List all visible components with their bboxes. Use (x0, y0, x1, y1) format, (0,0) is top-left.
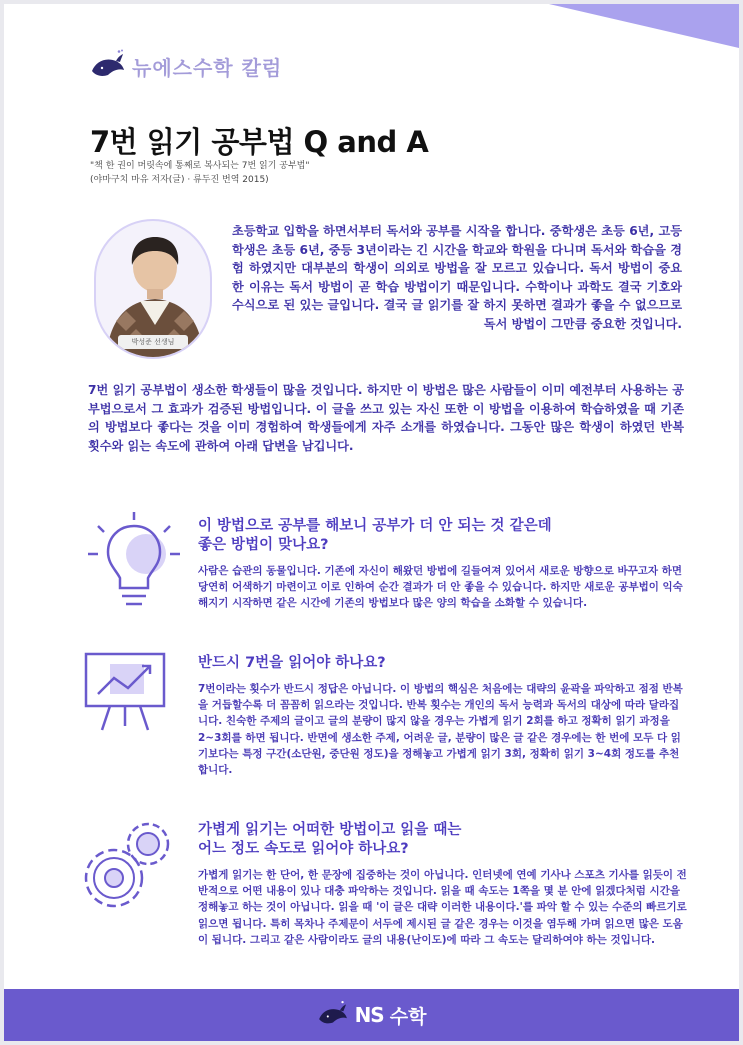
qa-item-1 (198, 517, 688, 612)
whale-icon (317, 1000, 349, 1030)
question-3-line-2: 어느 정도 속도로 읽어야 하나요? (198, 841, 409, 857)
answer-2: 7번이라는 횟수가 반드시 정답은 아닙니다. 이 방법의 핵심은 처음에는 대략의 윤곽을 파악하고 점점 반복을 거듭할수록 더 꼼꼼히 읽으라는 것입니다. 반복 횟수는 개인의 독서 능력과 독서의 대상에 따라 달라집니다. 친숙한 주제의 글이고 글의 분량이 많지 않을 경우는 가볍게 읽기 2회를 하고 정확히 읽기 과정을 2~3회를 하면 됩니다. 반면에 생소한 주제, 어려운 글, 분량이 많은 글 같은 경우에는 한 번에 모두 다 읽기보다는 특정 구간(소단원, 중단원 정도)을 정해놓고 가볍게 읽기 3회, 정확히 읽기 3~4회 정도를 추천합니다. (198, 683, 683, 777)
question-1-line-1: 이 방법으로 공부를 해보니 공부가 더 안 되는 것 같은데 (198, 518, 552, 534)
intro-paragraph: 초등학교 입학을 하면서부터 독서와 공부를 시작을 합니다. 중학생은 초등 6년, 고등학생은 초등 6년, 중등 3년이라는 긴 시간을 학교와 학원을 다니며 독서와 학습을 경험 하였지만 대부분의 학생이 의외로 방법을 잘 모르고 있습니다. 독서 방법이 중요한 이유는 독서 방법이 곧 학습 방법이기 때문입니다. 수학이나 과학도 결국 기호와 수식으로 된 있는 글입니다. 결국 글 읽기를 잘 하지 못하면 결과가 좋을 수 없으므로 독서 방법이 그만큼 중요한 것입니다. (232, 224, 682, 331)
source-book-title: "책 한 권이 머릿속에 통째로 복사되는 7번 읽기 공부법" (90, 161, 310, 171)
author-caption: 박성준 선생님 (118, 335, 188, 349)
page-title: 7번 읽기 공부법 Q and A (90, 125, 429, 159)
footer-logo-ns: NS (354, 1003, 384, 1027)
question-1-line-2: 좋은 방법이 맞나요? (198, 537, 329, 553)
page (4, 4, 739, 1041)
qa-item-3 (198, 821, 688, 948)
answer-3: 가볍게 읽기는 한 단어, 한 문장에 집중하는 것이 아닙니다. 인터넷에 연예 기사나 스포츠 기사를 읽듯이 전반적으로 어떤 내용이 있나 대충 파악하는 것입니다. 읽을 때 속도는 1쪽을 몇 분 안에 읽겠다처럼 시간을 정해놓고 하는 것이 아닙니다. 읽을 때 '이 글은 대략 이러한 내용이다.'를 파악 할 수 있는 수준의 빠르기로 읽으면 됩니다. 특히 목차나 주제문이 서두에 제시된 글 같은 경우는 이것을 염두해 가며 읽으면 많은 도움이 됩니다. 그리고 같은 사람이라도 글의 내용(난이도)에 따라 그 속도는 달리하여야 하는 것입니다. (198, 869, 687, 946)
whale-icon (90, 49, 126, 83)
question-3 (198, 821, 688, 859)
qa-item-2 (198, 654, 688, 778)
question-2-line-1: 반드시 7번을 읽어야 하나요? (198, 655, 386, 671)
gears-icon (78, 816, 176, 916)
question-2 (198, 654, 688, 673)
answer-1: 사람은 습관의 동물입니다. 기존에 자신이 해왔던 방법에 길들여져 있어서 새로운 방향으로 바꾸고자 하면 당연히 어색하기 마련이고 이로 인하여 순간 결과가 더 안 좋을 수 있습니다. 하지만 새로운 공부법이 익숙해지기 시작하면 같은 시간에 기존의 방법보다 많은 양의 학습을 소화할 수 있습니다. (198, 565, 683, 610)
question-3-line-1: 가볍게 읽기는 어떠한 방법이고 읽을 때는 (198, 822, 462, 838)
corner-decoration (549, 4, 739, 48)
body-paragraph: 7번 읽기 공부법이 생소한 학생들이 많을 것입니다. 하지만 이 방법은 많은 사람들이 이미 예전부터 사용하는 공부법으로서 그 효과가 검증된 방법입니다. 이 글을 쓰고 있는 자신 또한 이 방법을 이용하여 학습하였을 때 기존의 방법보다 좋다는 것을 이미 경험하여 학생들에게 자주 소개를 하였습니다. 그동안 많은 학생이 하였던 반복 횟수와 읽는 속도에 관하여 아래 답변을 남깁니다. (88, 383, 684, 453)
lightbulb-icon (88, 512, 180, 620)
presentation-chart-icon (80, 650, 170, 738)
brand-name: 뉴에스수학 칼럼 (132, 55, 283, 80)
question-1 (198, 517, 688, 555)
brand-header (90, 49, 282, 83)
author-portrait (94, 219, 212, 359)
source-book-credit: (야마구치 마유 저자(글) · 류두진 번역 2015) (90, 175, 269, 185)
footer-logo-text: 수학 (389, 1005, 427, 1028)
footer-bar (4, 989, 739, 1041)
source-note (90, 159, 309, 187)
